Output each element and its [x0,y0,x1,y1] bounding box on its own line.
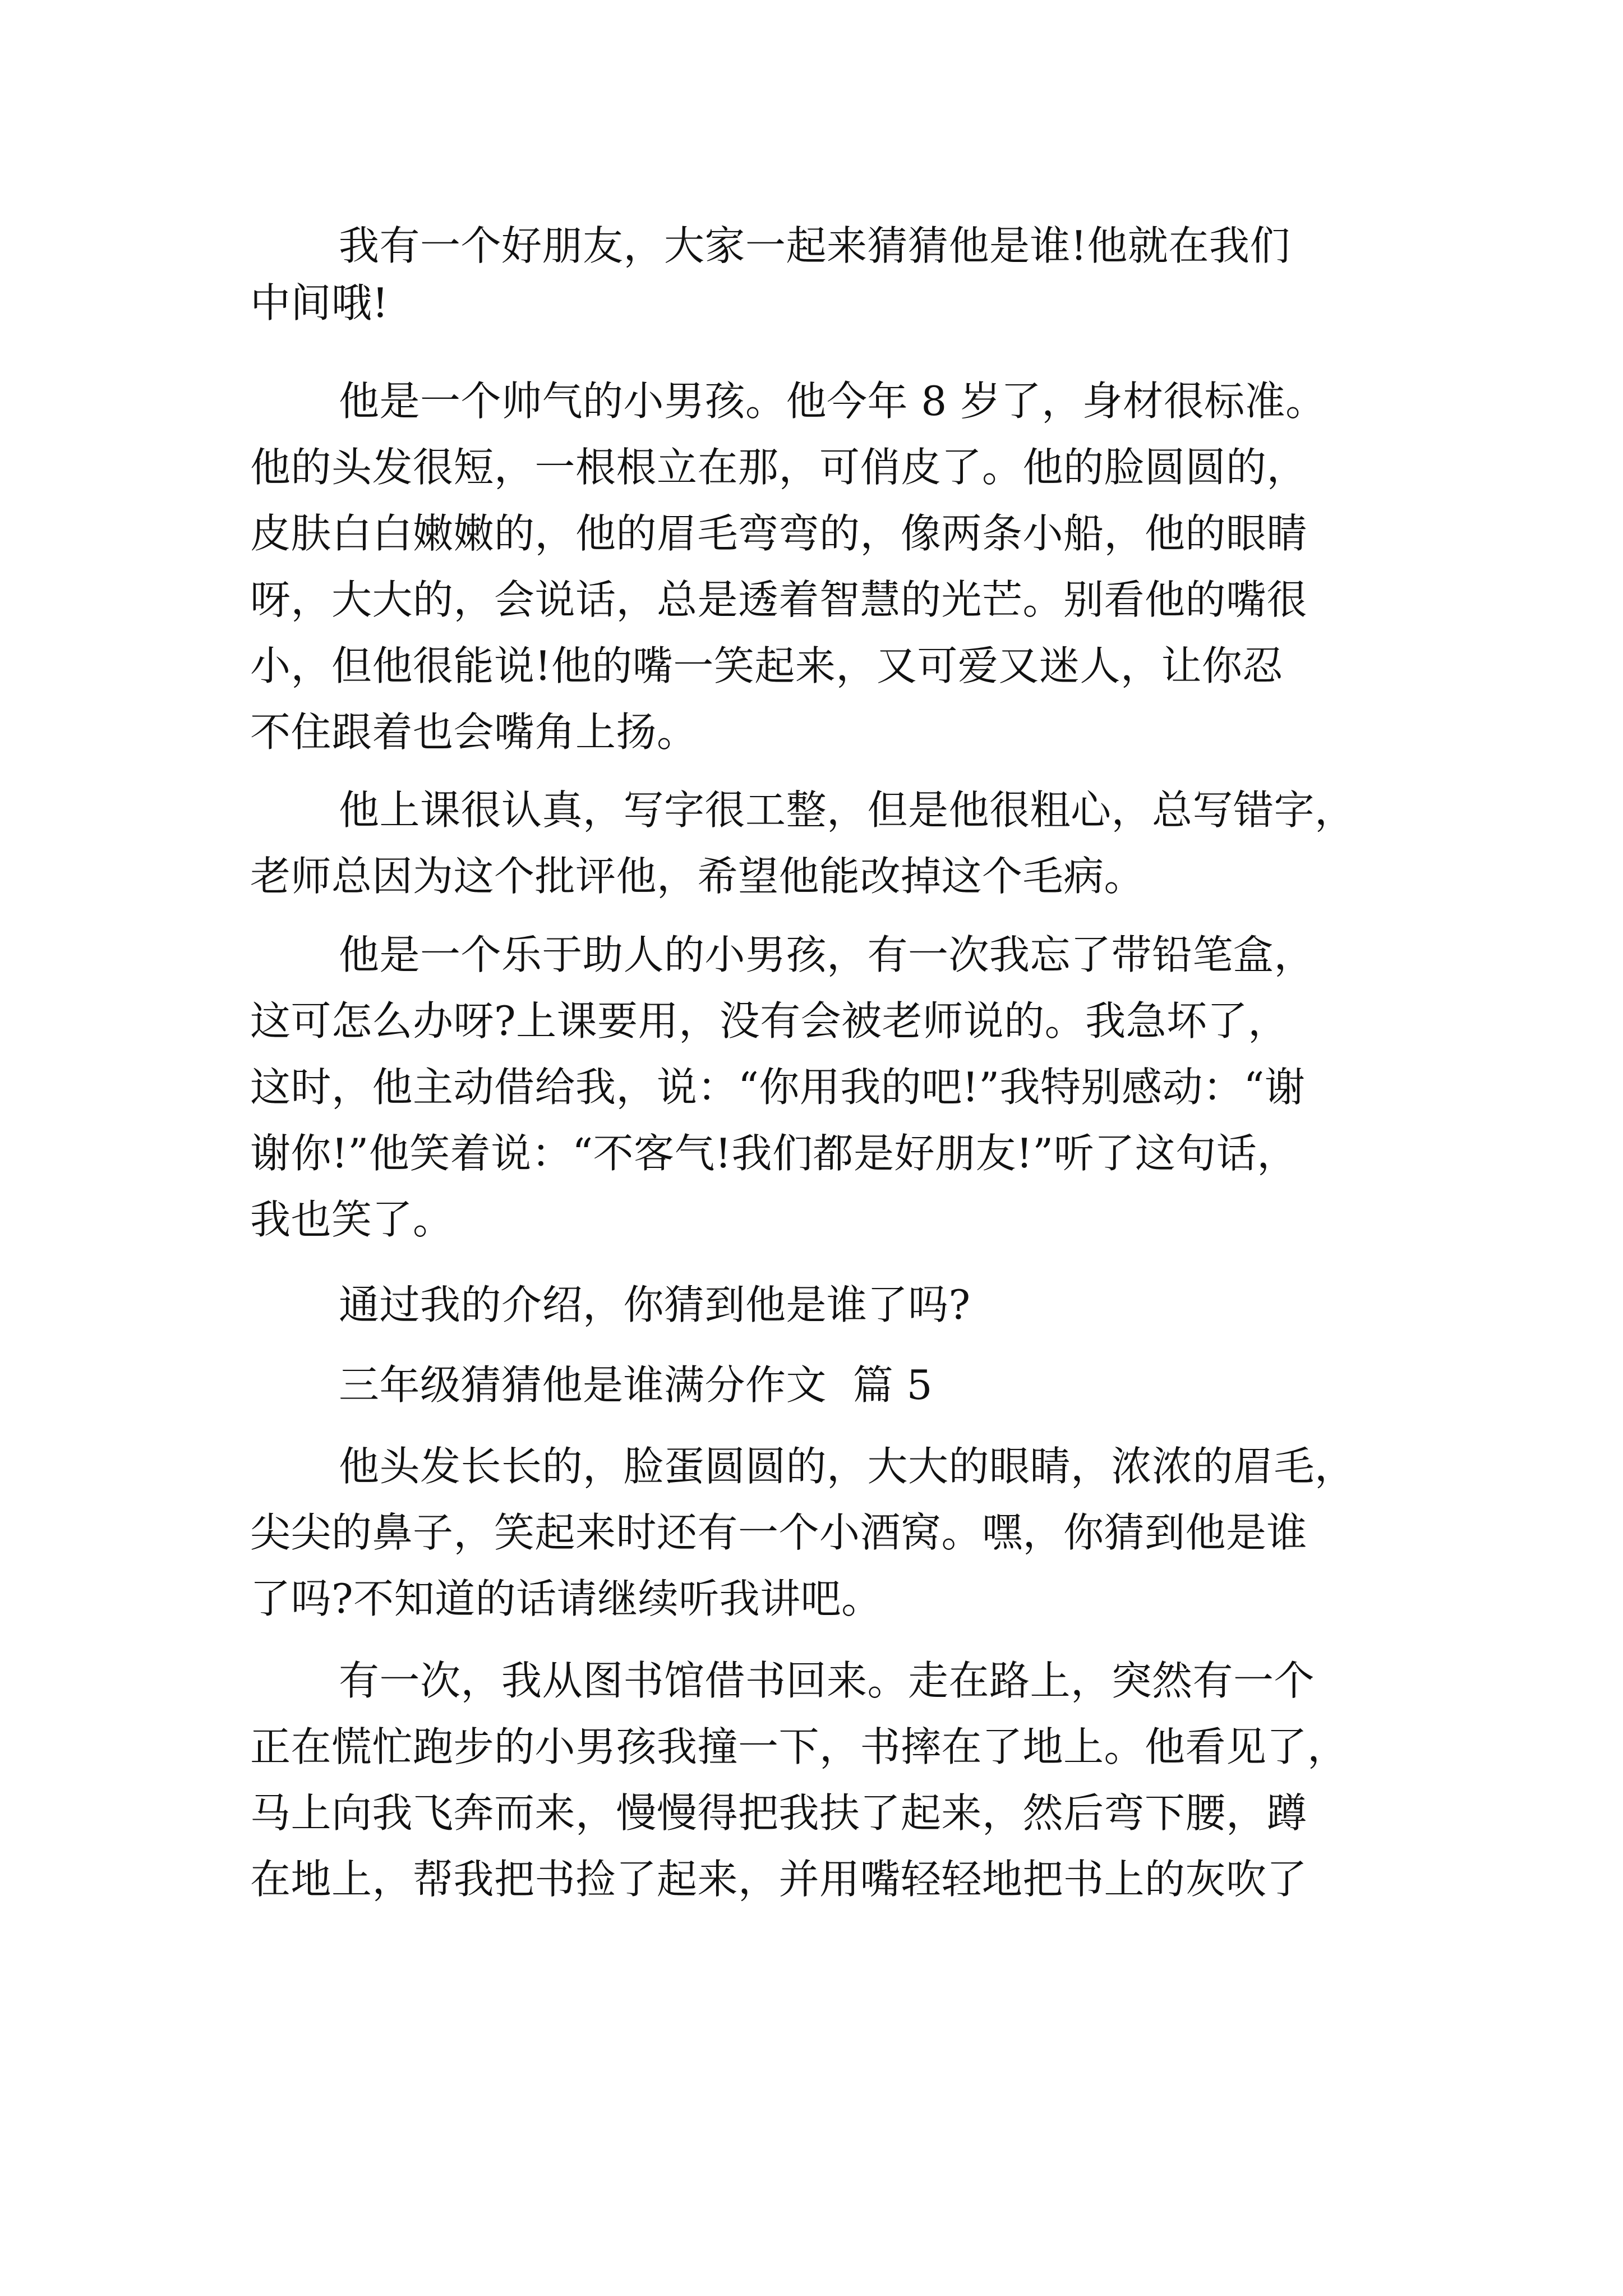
text-line: 正在慌忙跑步的小男孩我撞一下，书摔在了地上。他看见了， [250,1723,1348,1770]
text-line: 呀，大大的，会说话，总是透着智慧的光芒。别看他的嘴很 [250,576,1308,623]
text-line: 我也笑了。 [250,1196,454,1243]
text-line: 他头发长长的，脸蛋圆圆的，大大的眼睛，浓浓的眉毛， [339,1443,1355,1490]
text-line: 通过我的介绍，你猜到他是谁了吗? [339,1281,971,1328]
text-line: 马上向我飞奔而来，慢慢得把我扶了起来，然后弯下腰，蹲 [250,1789,1308,1837]
text-line: 中间哦! [250,279,389,326]
text-line: 小，但他很能说!他的嘴一笑起来，又可爱又迷人，让你忍 [250,642,1283,689]
text-line: 我有一个好朋友，大家一起来猜猜他是谁!他就在我们 [339,222,1290,269]
text-line: 他是一个帅气的小男孩。他今年 8 岁了，身材很标准。 [339,378,1326,425]
text-line: 了吗?不知道的话请继续听我讲吧。 [250,1575,882,1622]
text-line: 他上课很认真，写字很工整，但是他很粗心，总写错字， [339,786,1355,834]
section-heading: 三年级猜猜他是谁满分作文 篇 5 [339,1361,933,1409]
text-line: 尖尖的鼻子，笑起来时还有一个小酒窝。嘿，你猜到他是谁 [250,1509,1308,1556]
text-line: 这时，他主动借给我，说：“你用我的吧!”我特别感动：“谢 [250,1064,1306,1111]
text-line: 皮肤白白嫩嫩的，他的眉毛弯弯的，像两条小船，他的眼睛 [250,510,1308,557]
text-line: 有一次，我从图书馆借书回来。走在路上，突然有一个 [339,1657,1315,1704]
text-line: 他的头发很短，一根根立在那，可俏皮了。他的脸圆圆的， [250,444,1308,491]
text-line: 在地上，帮我把书捡了起来，并用嘴轻轻地把书上的灰吹了 [250,1856,1308,1903]
text-line: 他是一个乐于助人的小男孩，有一次我忘了带铅笔盒， [339,931,1315,978]
text-line: 这可怎么办呀?上课要用，没有会被老师说的。我急坏了， [250,997,1289,1045]
text-line: 不住跟着也会嘴角上扬。 [250,708,698,756]
text-line: 老师总因为这个批评他，希望他能改掉这个毛病。 [250,853,1145,900]
text-line: 谢你!”他笑着说：“不客气!我们都是好朋友!”听了这句话， [250,1130,1298,1177]
